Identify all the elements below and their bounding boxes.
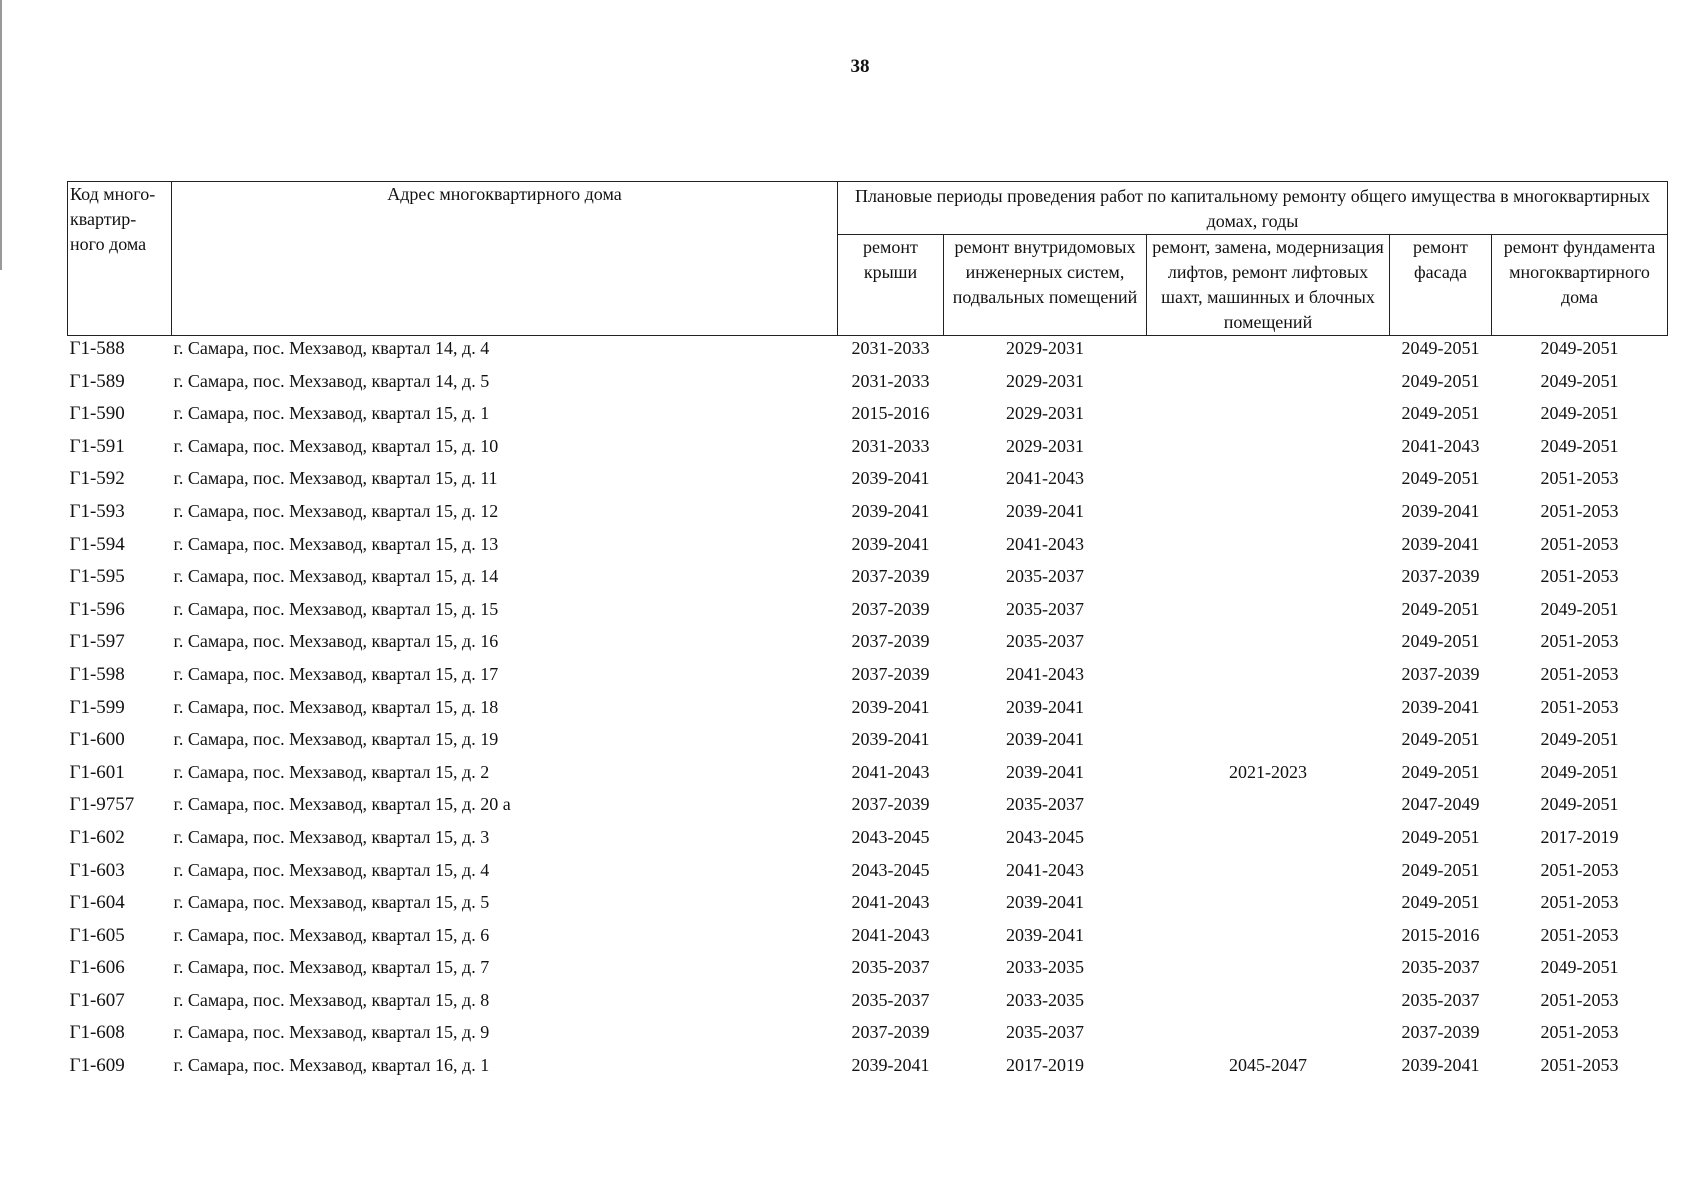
cell-facade: 2037-2039 — [1401, 566, 1480, 587]
cell-foundation: 2049-2051 — [1540, 435, 1619, 456]
cell-roof: 2043-2045 — [851, 859, 930, 880]
cell-foundation: 2051-2053 — [1540, 696, 1619, 717]
cell-address: г. Самара, пос. Мехзавод, квартал 15, д. 14 — [173, 566, 499, 587]
cell-roof: 2037-2039 — [851, 1022, 930, 1043]
cell-lifts — [1147, 923, 1390, 956]
cell-address: г. Самара, пос. Мехзавод, квартал 15, д. 1 — [173, 403, 490, 424]
cell-facade: 2049-2051 — [1401, 598, 1480, 619]
cell-code: Г1-600 — [69, 729, 125, 751]
cell-code: Г1-597 — [69, 631, 125, 653]
cell-address: г. Самара, пос. Мехзавод, квартал 15, д. 8 — [173, 989, 490, 1010]
cell-address: г. Самара, пос. Мехзавод, квартал 16, д. 1 — [173, 1055, 490, 1076]
table-row — [68, 662, 1668, 695]
cell-code: Г1-609 — [69, 1055, 125, 1077]
cell-roof: 2039-2041 — [851, 696, 930, 717]
cell-facade: 2015-2016 — [1401, 924, 1480, 945]
cell-foundation: 2051-2053 — [1540, 533, 1619, 554]
cell-code: Г1-601 — [69, 761, 125, 783]
cell-foundation: 2049-2051 — [1540, 370, 1619, 391]
cell-facade: 2039-2041 — [1401, 500, 1480, 521]
cell-lifts — [1147, 662, 1390, 695]
cell-address: г. Самара, пос. Мехзавод, квартал 15, д. 20 а — [173, 794, 511, 815]
cell-address: г. Самара, пос. Мехзавод, квартал 15, д. 18 — [173, 696, 499, 717]
table-row — [68, 890, 1668, 923]
cell-code: Г1-596 — [69, 598, 125, 620]
table-row — [68, 923, 1668, 956]
cell-systems: 2035-2037 — [1006, 1022, 1084, 1043]
cell-facade: 2049-2051 — [1401, 403, 1480, 424]
cell-roof: 2039-2041 — [851, 500, 930, 521]
cell-systems: 2033-2035 — [1006, 989, 1084, 1010]
table-body — [68, 336, 1668, 1086]
cell-code: Г1-599 — [69, 696, 125, 718]
table-row — [68, 499, 1668, 532]
cell-lifts — [1147, 890, 1390, 923]
cell-lifts — [1147, 695, 1390, 728]
cell-address: г. Самара, пос. Мехзавод, квартал 14, д. 4 — [173, 338, 490, 358]
table-row — [68, 434, 1668, 467]
table-row — [68, 597, 1668, 630]
cell-address: г. Самара, пос. Мехзавод, квартал 15, д. 11 — [173, 468, 498, 489]
cell-code: Г1-604 — [69, 892, 125, 914]
cell-foundation: 2051-2053 — [1540, 892, 1619, 913]
cell-foundation: 2049-2051 — [1540, 403, 1619, 424]
cell-facade: 2035-2037 — [1401, 957, 1480, 978]
cell-lifts — [1147, 792, 1390, 825]
table-row — [68, 629, 1668, 662]
table-row — [68, 858, 1668, 891]
cell-roof: 2031-2033 — [851, 370, 930, 391]
cell-address: г. Самара, пос. Мехзавод, квартал 15, д. 17 — [173, 663, 499, 684]
cell-roof: 2035-2037 — [851, 989, 930, 1010]
cell-facade: 2037-2039 — [1401, 663, 1480, 684]
cell-address: г. Самара, пос. Мехзавод, квартал 15, д. 9 — [173, 1022, 490, 1043]
column-header-roof: ремонт крыши — [838, 235, 944, 336]
cell-systems: 2039-2041 — [1006, 500, 1084, 521]
cell-roof: 2039-2041 — [851, 468, 930, 489]
cell-code: Г1-591 — [69, 435, 125, 457]
cell-facade: 2035-2037 — [1401, 989, 1480, 1010]
cell-systems: 2041-2043 — [1006, 533, 1084, 554]
cell-roof: 2039-2041 — [851, 533, 930, 554]
cell-foundation: 2049-2051 — [1540, 957, 1619, 978]
column-header-systems: ремонт внутридомовых инженерных систем, подвальных помещений — [944, 235, 1147, 336]
cell-roof: 2035-2037 — [851, 957, 930, 978]
cell-facade: 2049-2051 — [1401, 631, 1480, 652]
cell-systems: 2033-2035 — [1006, 957, 1084, 978]
cell-facade: 2049-2051 — [1401, 892, 1480, 913]
cell-code: Г1-589 — [69, 370, 125, 392]
cell-roof: 2039-2041 — [851, 1055, 930, 1076]
column-header-code: Код много-квартир-ного дома — [68, 182, 172, 336]
cell-lifts — [1147, 955, 1390, 988]
cell-roof: 2037-2039 — [851, 663, 930, 684]
table-row — [68, 1020, 1668, 1053]
cell-systems: 2035-2037 — [1006, 794, 1084, 815]
cell-lifts — [1147, 1020, 1390, 1053]
cell-facade: 2037-2039 — [1401, 1022, 1480, 1043]
cell-roof: 2037-2039 — [851, 598, 930, 619]
table-row — [68, 532, 1668, 565]
table-row — [68, 369, 1668, 402]
cell-systems: 2039-2041 — [1006, 761, 1084, 782]
page-number: 38 — [850, 56, 870, 77]
cell-code: Г1-594 — [69, 533, 125, 555]
cell-roof: 2043-2045 — [851, 826, 930, 847]
cell-code: Г1-602 — [69, 826, 125, 848]
cell-foundation: 2051-2053 — [1540, 1022, 1619, 1043]
column-header-lifts: ремонт, замена, модернизация лифтов, ремонт лифтовых шахт, машинных и блочных помещений — [1147, 235, 1390, 336]
cell-address: г. Самара, пос. Мехзавод, квартал 15, д. 3 — [173, 826, 490, 847]
cell-lifts — [1147, 564, 1390, 597]
cell-foundation: 2051-2053 — [1540, 1055, 1619, 1076]
cell-address: г. Самара, пос. Мехзавод, квартал 15, д. 6 — [173, 924, 490, 945]
cell-systems: 2041-2043 — [1006, 859, 1084, 880]
cell-address: г. Самара, пос. Мехзавод, квартал 15, д. 16 — [173, 631, 499, 652]
cell-facade: 2049-2051 — [1401, 370, 1480, 391]
cell-lifts — [1147, 532, 1390, 565]
cell-systems: 2017-2019 — [1006, 1055, 1084, 1076]
table-row — [68, 401, 1668, 434]
cell-address: г. Самара, пос. Мехзавод, квартал 15, д. 10 — [173, 435, 499, 456]
cell-systems: 2039-2041 — [1006, 924, 1084, 945]
table-row — [68, 564, 1668, 597]
cell-code: Г1-608 — [69, 1022, 125, 1044]
cell-lifts — [1147, 988, 1390, 1021]
cell-roof: 2015-2016 — [851, 403, 930, 424]
cell-systems: 2041-2043 — [1006, 663, 1084, 684]
cell-systems: 2039-2041 — [1006, 696, 1084, 717]
cell-lifts — [1147, 727, 1390, 760]
table-row — [68, 727, 1668, 760]
cell-code: Г1-592 — [69, 468, 125, 490]
cell-foundation: 2051-2053 — [1540, 631, 1619, 652]
cell-systems: 2039-2041 — [1006, 729, 1084, 750]
cell-systems: 2039-2041 — [1006, 892, 1084, 913]
capital-repair-table — [67, 181, 1668, 1086]
cell-facade: 2049-2051 — [1401, 761, 1480, 782]
cell-roof: 2037-2039 — [851, 566, 930, 587]
cell-lifts: 2021-2023 — [1229, 761, 1307, 782]
cell-lifts — [1147, 466, 1390, 499]
cell-roof: 2037-2039 — [851, 794, 930, 815]
cell-code: Г1-588 — [69, 338, 125, 359]
cell-lifts — [1147, 336, 1390, 369]
cell-facade: 2041-2043 — [1401, 435, 1480, 456]
cell-roof: 2041-2043 — [851, 924, 930, 945]
column-header-foundation: ремонт фундамента многоквартирного дома — [1492, 235, 1668, 336]
table-row — [68, 955, 1668, 988]
cell-systems: 2029-2031 — [1006, 435, 1084, 456]
cell-address: г. Самара, пос. Мехзавод, квартал 15, д. 15 — [173, 598, 499, 619]
cell-address: г. Самара, пос. Мехзавод, квартал 15, д. 2 — [173, 761, 490, 782]
table-row — [68, 825, 1668, 858]
column-header-planned-periods: Плановые периоды проведения работ по капитальному ремонту общего имущества в многоквартирных домах, годы — [838, 182, 1668, 235]
cell-facade: 2047-2049 — [1401, 794, 1480, 815]
cell-roof: 2037-2039 — [851, 631, 930, 652]
cell-foundation: 2049-2051 — [1540, 794, 1619, 815]
cell-lifts — [1147, 858, 1390, 891]
cell-lifts — [1147, 597, 1390, 630]
cell-code: Г1-607 — [69, 989, 125, 1011]
cell-systems: 2041-2043 — [1006, 468, 1084, 489]
cell-address: г. Самара, пос. Мехзавод, квартал 14, д. 5 — [173, 370, 490, 391]
cell-foundation: 2051-2053 — [1540, 989, 1619, 1010]
cell-facade: 2039-2041 — [1401, 1055, 1480, 1076]
cell-foundation: 2049-2051 — [1540, 729, 1619, 750]
cell-roof: 2031-2033 — [851, 435, 930, 456]
cell-lifts — [1147, 401, 1390, 434]
cell-code: Г1-603 — [69, 859, 125, 881]
cell-foundation: 2051-2053 — [1540, 468, 1619, 489]
cell-address: г. Самара, пос. Мехзавод, квартал 15, д. 19 — [173, 729, 499, 750]
cell-foundation: 2017-2019 — [1540, 826, 1619, 847]
cell-facade: 2039-2041 — [1401, 696, 1480, 717]
cell-lifts — [1147, 434, 1390, 467]
scan-edge — [0, 0, 2, 270]
cell-address: г. Самара, пос. Мехзавод, квартал 15, д. 12 — [173, 500, 499, 521]
table-row — [68, 695, 1668, 728]
cell-facade: 2049-2051 — [1401, 859, 1480, 880]
cell-facade: 2049-2051 — [1401, 468, 1480, 489]
cell-roof: 2041-2043 — [851, 892, 930, 913]
cell-foundation: 2049-2051 — [1540, 598, 1619, 619]
cell-lifts — [1147, 825, 1390, 858]
cell-lifts — [1147, 499, 1390, 532]
cell-code: Г1-9757 — [69, 794, 135, 816]
column-header-address: Адрес многоквартирного дома — [172, 182, 838, 336]
cell-foundation: 2051-2053 — [1540, 859, 1619, 880]
cell-foundation: 2049-2051 — [1540, 761, 1619, 782]
cell-systems: 2029-2031 — [1006, 338, 1084, 358]
cell-lifts — [1147, 629, 1390, 662]
table-row — [68, 1053, 1668, 1086]
column-header-facade: ремонт фасада — [1390, 235, 1492, 336]
table-row — [68, 336, 1668, 369]
cell-foundation: 2051-2053 — [1540, 500, 1619, 521]
cell-address: г. Самара, пос. Мехзавод, квартал 15, д. 5 — [173, 892, 490, 913]
cell-systems: 2043-2045 — [1006, 826, 1084, 847]
cell-systems: 2029-2031 — [1006, 370, 1084, 391]
cell-foundation: 2049-2051 — [1540, 338, 1619, 358]
cell-code: Г1-590 — [69, 403, 125, 425]
cell-code: Г1-605 — [69, 924, 125, 946]
cell-systems: 2035-2037 — [1006, 631, 1084, 652]
cell-facade: 2049-2051 — [1401, 826, 1480, 847]
cell-foundation: 2051-2053 — [1540, 566, 1619, 587]
cell-systems: 2035-2037 — [1006, 598, 1084, 619]
cell-foundation: 2051-2053 — [1540, 924, 1619, 945]
cell-foundation: 2051-2053 — [1540, 663, 1619, 684]
cell-address: г. Самара, пос. Мехзавод, квартал 15, д. 4 — [173, 859, 490, 880]
cell-code: Г1-598 — [69, 663, 125, 685]
table-row — [68, 466, 1668, 499]
cell-address: г. Самара, пос. Мехзавод, квартал 15, д. 7 — [173, 957, 490, 978]
table-row — [68, 988, 1668, 1021]
cell-facade: 2049-2051 — [1401, 729, 1480, 750]
header-row-group — [68, 182, 1668, 235]
cell-systems: 2029-2031 — [1006, 403, 1084, 424]
cell-roof: 2031-2033 — [851, 338, 930, 358]
cell-systems: 2035-2037 — [1006, 566, 1084, 587]
table-row — [68, 792, 1668, 825]
cell-code: Г1-595 — [69, 566, 125, 588]
cell-roof: 2041-2043 — [851, 761, 930, 782]
cell-roof: 2039-2041 — [851, 729, 930, 750]
cell-code: Г1-606 — [69, 957, 125, 979]
cell-facade: 2039-2041 — [1401, 533, 1480, 554]
cell-address: г. Самара, пос. Мехзавод, квартал 15, д. 13 — [173, 533, 499, 554]
table-row — [68, 760, 1668, 793]
cell-code: Г1-593 — [69, 500, 125, 522]
cell-facade: 2049-2051 — [1401, 338, 1480, 358]
cell-lifts: 2045-2047 — [1229, 1055, 1307, 1076]
cell-lifts — [1147, 369, 1390, 402]
